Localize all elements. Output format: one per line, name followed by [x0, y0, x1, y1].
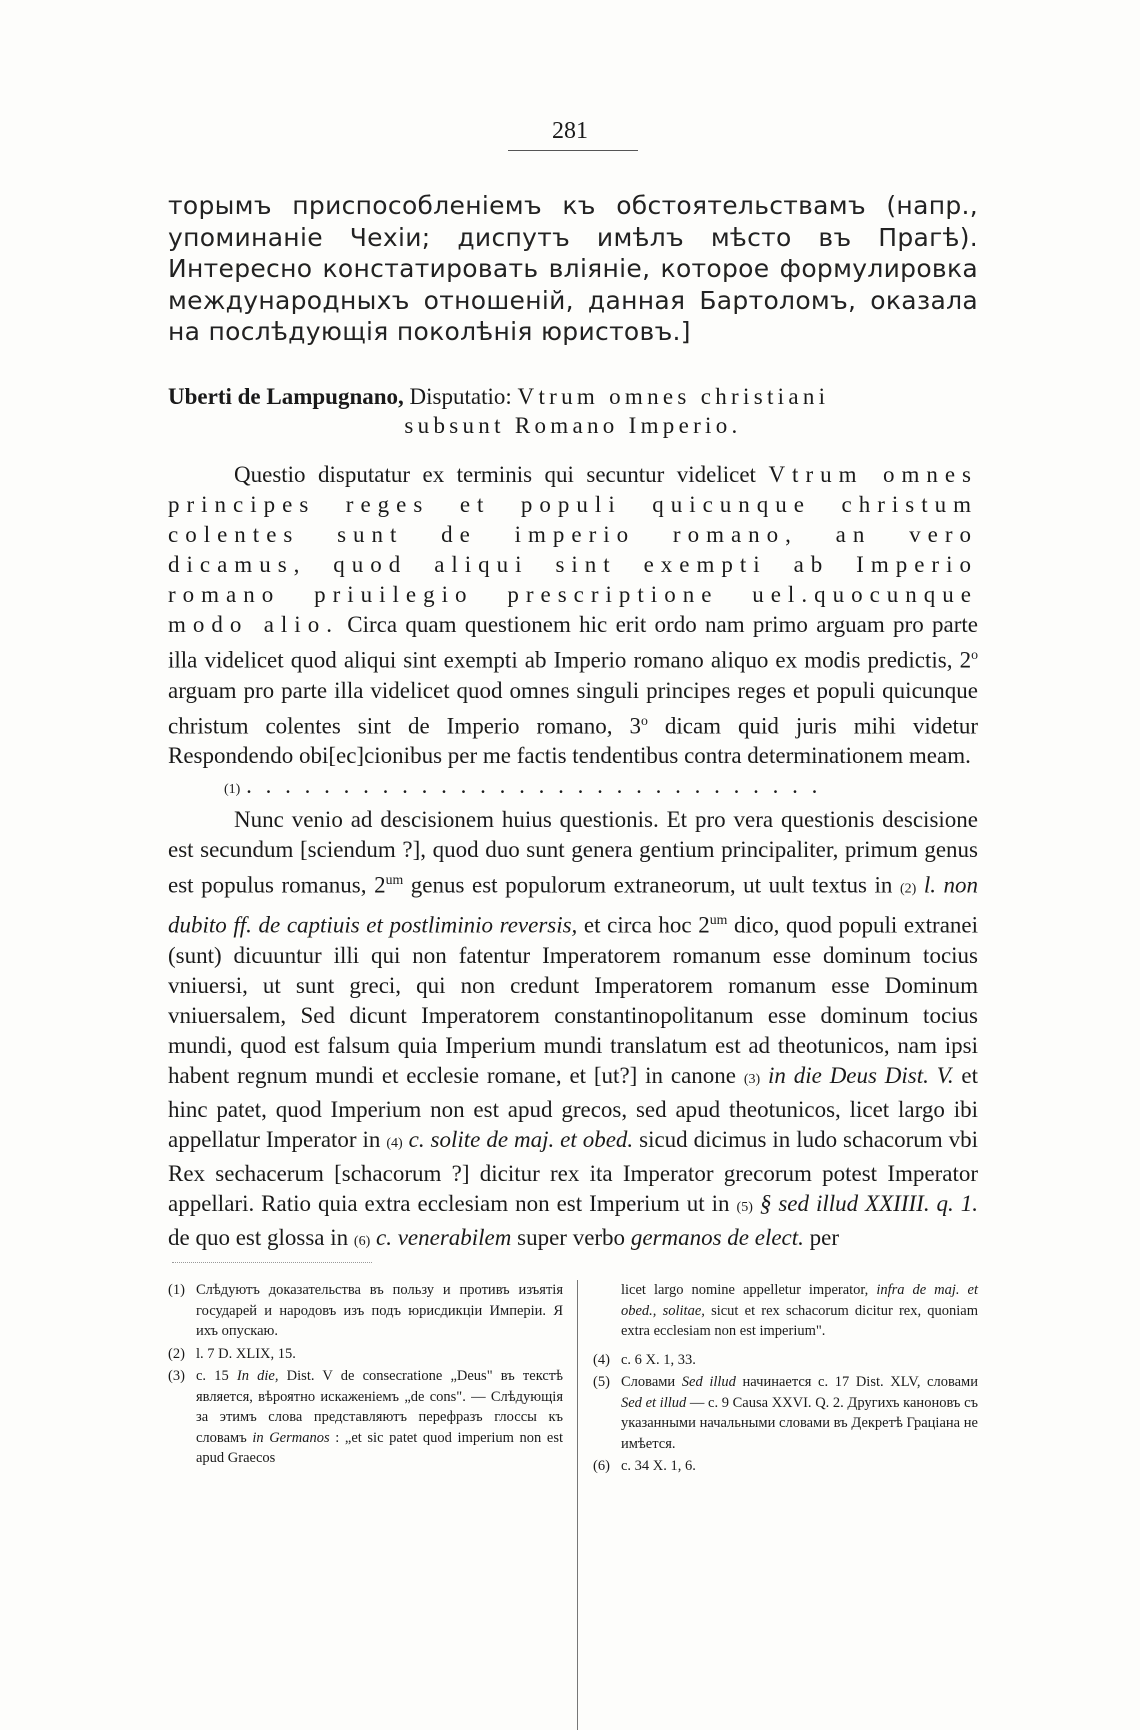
latin-p2-c: et circa hoc [583, 912, 692, 938]
citation-1: l. non dubito ff. de captiuis et postliminio reversis, [168, 872, 979, 938]
footnote-3-number: (3) [168, 1368, 185, 1384]
fn-cont-italic: infra de maj. et obed., solitae, [621, 1282, 978, 1319]
citation-3: c. solite de maj. et obed. [408, 1126, 634, 1152]
fn5-b: начинается c. 17 Dist. XLV, словами [742, 1374, 978, 1390]
citation-5: c. venerabilem [375, 1224, 512, 1250]
fn3-italic-2: in Germanos [252, 1429, 330, 1446]
latin-text [168, 460, 978, 1257]
ordinal-sup: o [640, 712, 648, 728]
latin-p1-c: arguam pro parte illa videlicet quod omnes singuli principes reges et populi quicunque christum colentes sint de Imperio romano, [168, 677, 978, 739]
footnote-6-text: c. 34 X. 1, 6. [621, 1458, 696, 1474]
footnote-5-number: (5) [593, 1374, 610, 1390]
footnote-4-number: (4) [593, 1351, 610, 1368]
ordinal-2um: 2 [374, 872, 386, 898]
russian-paragraph: торымъ приспособленіемъ къ обстоятельствамъ (напр., упоминаніе Чехіи; диспутъ имѣлъ мѣсто въ Прагѣ). Интересно констатировать вліяніе, которое формулировка международныхъ отношеній, данная Бартоломъ, оказала на послѣдующія поколѣнія юристовъ.] [168, 191, 978, 346]
footnote-6-number: (6) [593, 1458, 610, 1474]
citation-6: germanos de elect. [630, 1224, 804, 1250]
latin-p1-d: dicam quid juris mihi videtur Respondendo obi[ec]cionibus per me factis tendentibus contra determinationem meam. [168, 713, 979, 769]
footnote-ref-1[interactable]: (1) [224, 782, 241, 798]
footnote-4 [593, 1350, 978, 1371]
citation-4: § sed illud XXIIII. q. 1. [759, 1190, 979, 1216]
footnote-ref-3[interactable]: (3) [743, 1071, 761, 1087]
fn5-italic: Sed illud [681, 1374, 736, 1390]
footnote-2 [168, 1344, 563, 1365]
ordinal-sup-um: um [385, 872, 404, 888]
footnote-5-text [621, 1372, 978, 1454]
ordinal-3: 3 [629, 713, 641, 739]
footnote-6 [593, 1456, 978, 1477]
latin-p2-f: sicud dicimus in ludo schacorum vbi Rex sechacerum [schacorum ?] dicitur rex ita Imperator grecorum potest Imperator appellari. Ratio quia extra ecclesiam non est Imperium ut in [168, 1126, 979, 1216]
footnote-ref-4[interactable]: (4) [386, 1135, 403, 1151]
page-number: 281 [552, 118, 588, 144]
footnote-ref-6[interactable]: (6) [353, 1233, 371, 1249]
latin-paragraph-1 [168, 460, 978, 771]
latin-p2-g: de quo est glossa in [168, 1224, 349, 1250]
latin-paragraph-2 [168, 805, 978, 1256]
footnotes-right-column [593, 1280, 978, 1479]
footnote-1 [168, 1280, 563, 1342]
fn3-italic: In die, [236, 1368, 279, 1384]
fn3-b: Dist. V de consecratione „Deus" въ текстѣ является, вѣроятно искаженіемъ „de cons". — Слѣдующія за этимъ слова представляютъ перефразъ глоссы къ словамъ [196, 1368, 564, 1446]
ellipsis-dots: . . . . . . . . . . . . . . . . . . . . . . . . . . . . . . [246, 773, 822, 799]
footnote-3-continued [593, 1280, 978, 1342]
footnote-1-number: (1) [168, 1282, 185, 1298]
ordinal-sup-um-b: um [709, 911, 728, 927]
fn3-c: : „et sic patet quod imperium non est apud Graecos [196, 1429, 564, 1466]
footnote-5 [593, 1372, 978, 1454]
heading-title-line2: subsunt Romano Imperio. [404, 413, 742, 438]
page-number-rule [508, 150, 638, 151]
fn5-c: — c. 9 Causa XXVI. Q. 2. Другихъ каноновъ съ указанными начальными словами въ Декретѣ Граціана не имѣется. [621, 1394, 978, 1452]
latin-p2-h: super verbo [517, 1224, 626, 1250]
heading-title-line1: Vtrum omnes christiani [517, 384, 830, 409]
fn3-a: c. 15 [196, 1368, 229, 1384]
fn5-a: Словами [621, 1374, 676, 1390]
latin-p1-b: Circa quam questionem hic erit ordo nam primo arguam pro parte illa videlicet quod aliqui sint exempti ab Imperio romano aliquo ex modis predictis, [168, 612, 978, 673]
latin-p2-i: per [809, 1224, 840, 1250]
fn-cont-b: sicut et rex schacorum dicitur rex, quoniam extra ecclesiam non est imperium". [621, 1302, 979, 1339]
ellipsis-line [168, 771, 978, 805]
latin-p2-e: et hinc patet, quod Imperium non est apud grecos, sed apud theotunicos, licet largo ibi appellatur Imperator in [168, 1062, 979, 1152]
latin-p2-d: dico, quod populi extranei (sunt) dicuuntur illi qui non fatentur Imperatorem romanum esse dominum tocius vniuersi, ut sunt greci, qui non credunt Imperatorem romanum esse Dominum vniuersalem, Sed dicunt Imperatorem constantinopolitanum esse dominum tocius mundi, quod est falsum quia Imperium mundi translatum est ad theotunicos, nam ipsi habent regnum mundi et ecclesie romane, et [ut?] in canone [168, 912, 978, 1088]
footnote-column-rule [577, 1280, 578, 1730]
footnote-separator [172, 1262, 372, 1264]
heading-label: Disputatio: [409, 384, 512, 409]
footnote-ref-2[interactable]: (2) [899, 881, 917, 897]
ordinal-sup: o [971, 647, 978, 662]
footnote-3 [168, 1366, 563, 1469]
latin-p1-spaced: Vtrum omnes principes reges et populi quicunque christum colentes sunt de imperio romano, an vero dicamus, quod aliqui sint exempti ab Imperio romano priuilegio prescriptione uel.quocunque modo alio. [168, 462, 979, 637]
fn5-italic-2: Sed et illud [621, 1394, 687, 1411]
latin-p2-b: genus est populorum extraneorum, ut uult textus in [410, 872, 893, 898]
footnote-4-text: c. 6 X. 1, 33. [621, 1351, 696, 1368]
fn-cont-a: licet largo nomine appelletur imperator, [621, 1282, 869, 1298]
russian-paragraph-block [168, 190, 978, 348]
footnote-1-text: Слѣдуютъ доказательства въ пользу и противъ изъятія государей и народовъ изъ подъ юрисдикціи Имперіи. Я ихъ опускаю. [196, 1282, 563, 1339]
latin-p1-a: Questio disputatur ex terminis qui secuntur videlicet [234, 462, 756, 487]
ordinal-2: 2 [959, 647, 972, 673]
footnote-ref-5[interactable]: (5) [736, 1199, 753, 1215]
footnote-3-continued-text [593, 1280, 978, 1342]
footnote-3-text [196, 1366, 563, 1469]
footnote-2-text: l. 7 D. XLIX, 15. [196, 1345, 296, 1362]
ordinal-2um-b: 2 [698, 912, 710, 938]
citation-2: in die Deus Dist. V. [768, 1062, 954, 1088]
footnotes-left-column [168, 1280, 563, 1471]
heading-author: Uberti de Lampugnano, [168, 384, 404, 409]
disputatio-heading [168, 382, 978, 440]
footnote-2-number: (2) [168, 1345, 185, 1362]
latin-p2-a: Nunc venio ad descisionem huius questionis. Et pro vera questionis descisione est secundum [sciendum ?], quod duo sunt genera gentium principaliter, primum genus est populus romanus, [168, 807, 978, 898]
